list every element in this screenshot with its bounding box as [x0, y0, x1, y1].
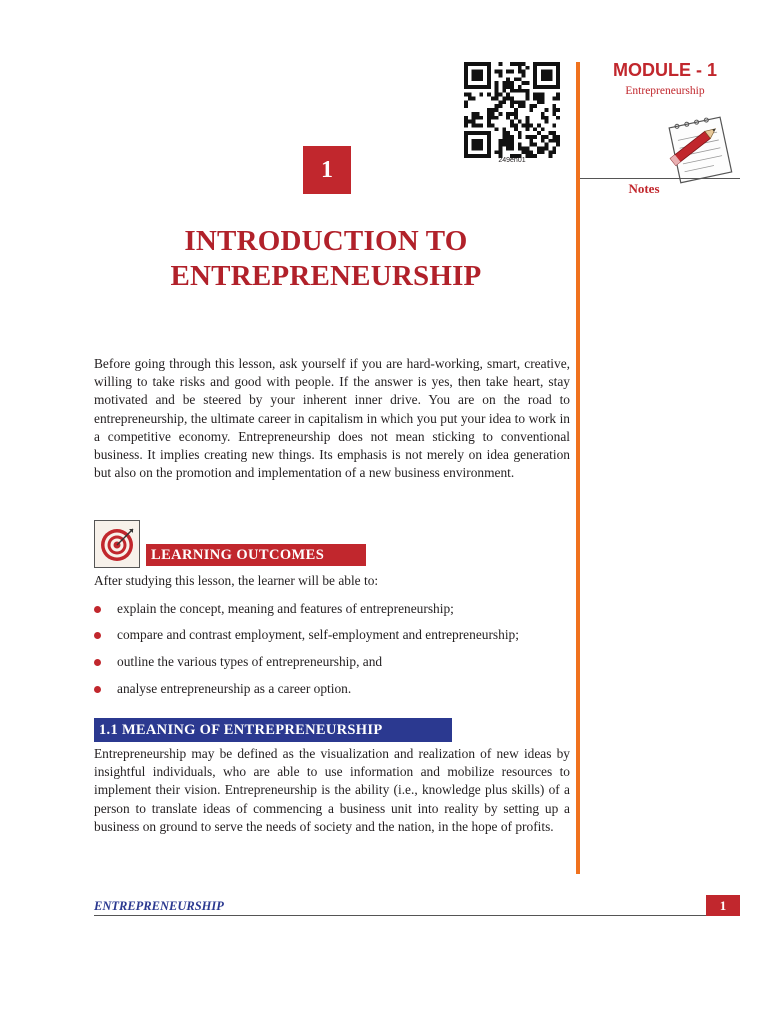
bullet-icon	[94, 686, 101, 693]
bullet-icon	[94, 606, 101, 613]
intro-paragraph: Before going through this lesson, ask yourself if you are hard-working, smart, creative, willing to take risks and good with people. If the answer is yes, then take heart, stay motivated and be steered by your inherent inner drive. You are on the road to entrepreneurship, the ultimate career in capitalism in which you put your idea to work in a competitive economy. Entrepreneurship does not mean sticking to conventional business. It implies creating new things. Its emphasis is not merely on idea generation but also on the promotion and implementation of a new business environment.	[94, 356, 570, 481]
learning-outcome-text: outline the various types of entrepreneurship, and	[117, 654, 383, 669]
notes-rule	[580, 178, 740, 179]
learning-outcome-text: compare and contrast employment, self-employment and entrepreneurship;	[117, 627, 519, 642]
learning-outcome-text: explain the concept, meaning and features of entrepreneurship;	[117, 601, 454, 616]
learning-outcome-text: analyse entrepreneurship as a career option.	[117, 681, 352, 696]
chapter-title	[96, 224, 556, 294]
pencil-on-notepad-icon	[660, 108, 740, 188]
footer-book-title: ENTREPRENEURSHIP	[94, 899, 224, 913]
bullet-icon	[94, 632, 101, 639]
chapter-title-line-2: ENTREPRENEURSHIP	[170, 260, 482, 292]
footer-rule	[94, 915, 740, 916]
qr-code	[464, 62, 560, 158]
qr-caption: 249en01	[498, 157, 526, 164]
margin-rule	[576, 62, 580, 874]
learning-outcomes-intro: After studying this lesson, the learner will be able to:	[94, 573, 379, 588]
chapter-number-box: 1	[303, 146, 351, 194]
module-label: MODULE - 1	[612, 60, 717, 80]
bullet-icon	[94, 659, 101, 666]
target-icon	[94, 520, 140, 568]
notes-label: Notes	[628, 181, 660, 196]
module-subtitle: Entrepreneurship	[625, 85, 705, 97]
learning-outcomes-heading: LEARNING OUTCOMES	[146, 544, 366, 566]
page-number: 1	[706, 895, 740, 916]
section-heading: 1.1 MEANING OF ENTREPRENEURSHIP	[94, 718, 452, 742]
section-paragraph: Entrepreneurship may be defined as the visualization and realization of new ideas by insightful individuals, who are able to use information and mobilize resources to implement their vision. Entrepreneurship is the ability (i.e., knowledge plus skills) of a person to translate ideas of commencing a business unit into reality by setting up a business on ground to serve the needs of society and the nation, in the hope of profits.	[94, 746, 570, 834]
chapter-title-line-1: INTRODUCTION TO	[184, 225, 468, 257]
